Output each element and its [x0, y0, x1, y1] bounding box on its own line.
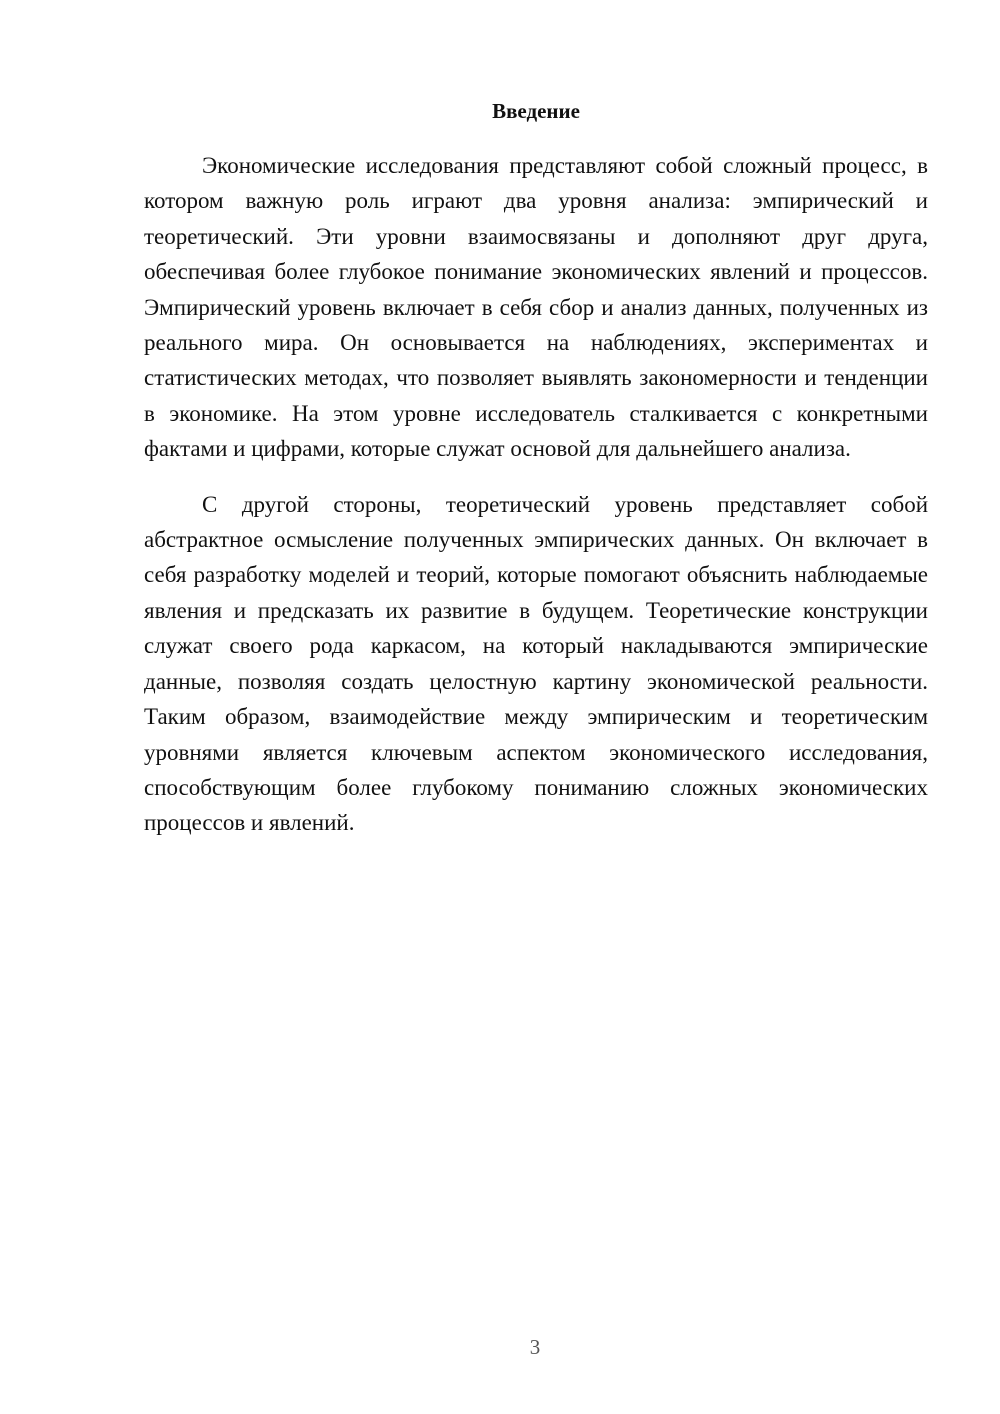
- page-number: 3: [529, 1335, 541, 1359]
- paragraph-1: Экономические исследования представляют собой сложный процесс, в котором важную роль играют два уровня анализа: эмпирический и теоретический. Эти уровни взаимосвязаны и дополняют друг друга, обеспечивая более глубокое понимание экономических явлений и процессов. Эмпирический уровень включает в себя сбор и анализ данных, полученных из реального мира. Он основывается на наблюдениях, экспериментах и статистических методах, что позволяет выявлять закономерности и тенденции в экономике. На этом уровне исследователь сталкивается с конкретными фактами и цифрами, которые служат основой для дальнейшего анализа.: [144, 153, 928, 462]
- page-content: [144, 96, 928, 861]
- section-title: Введение: [492, 99, 580, 123]
- paragraph-2: С другой стороны, теоретический уровень представляет собой абстрактное осмысление полученных эмпирических данных. Он включает в себя разработку моделей и теорий, которые помогают объяснить наблюдаемые явления и предсказать их развитие в будущем. Теоретические конструкции служат своего рода каркасом, на который накладываются эмпирические данные, позволяя создать целостную картину экономической реальности. Таким образом, взаимодействие между эмпирическим и теоретическим уровнями является ключевым аспектом экономического исследования, способствующим более глубокому пониманию сложных экономических процессов и явлений.: [144, 491, 928, 836]
